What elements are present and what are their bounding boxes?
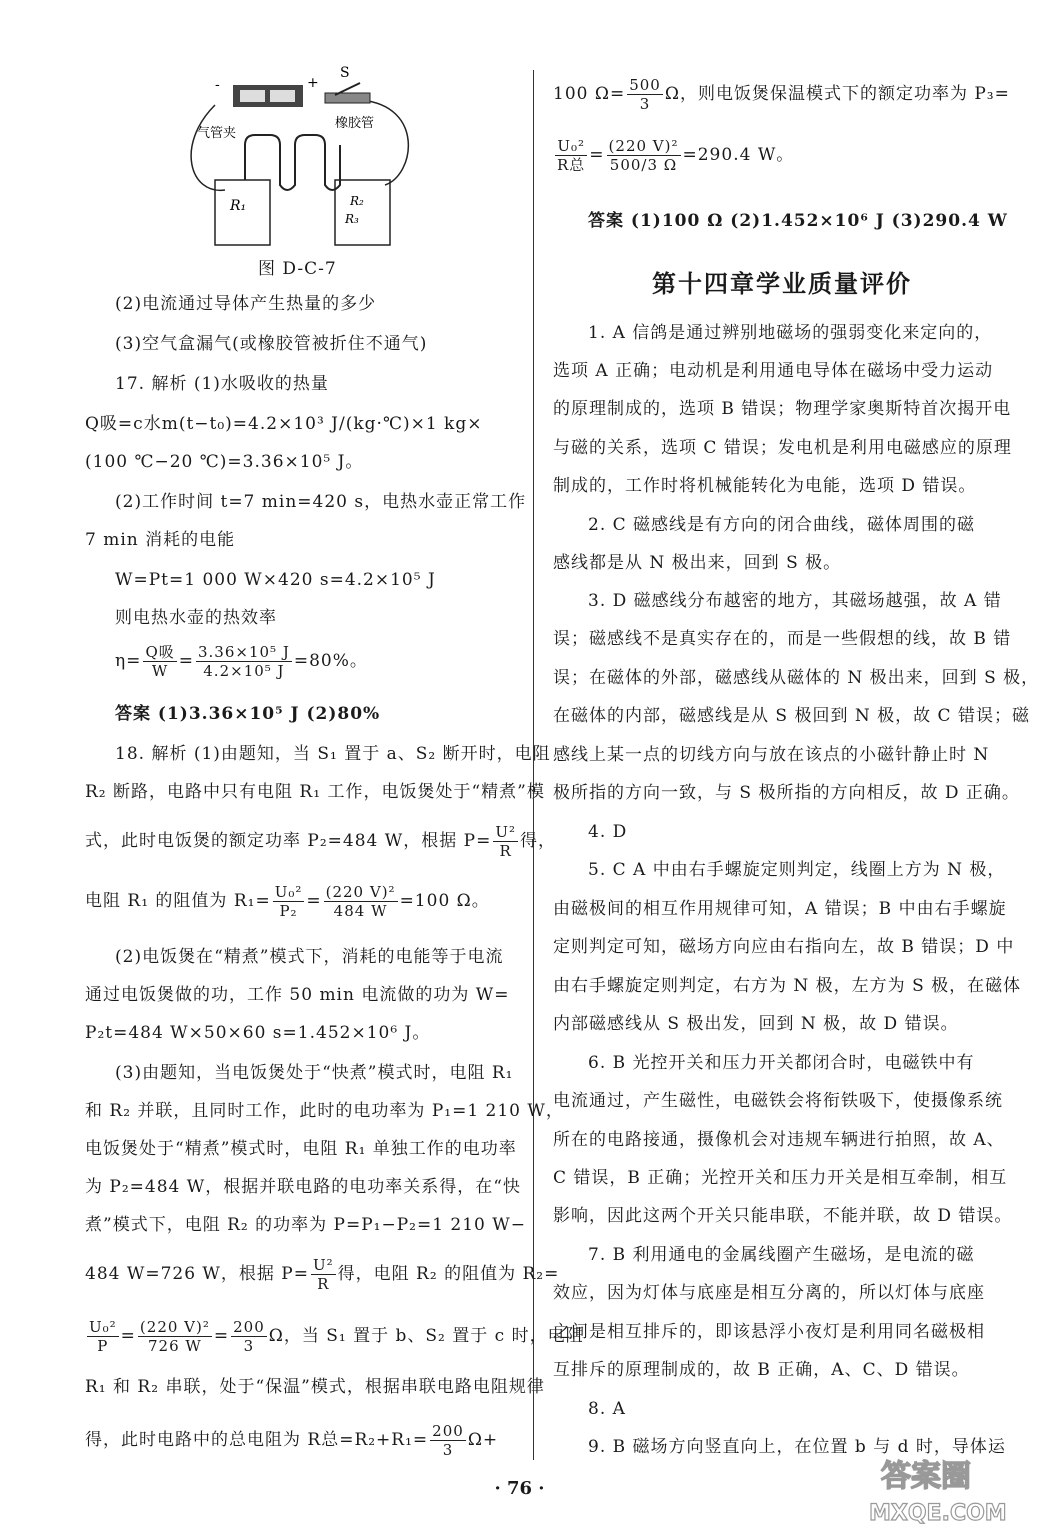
left-line: (3)由题知，当电饭煲处于“快煮”模式时，电阻 R₁ (115, 1063, 514, 1083)
right-line: 误；磁感线不是真实存在的，而是一些假想的线，故 B 错 (553, 629, 1012, 649)
right-line: 之间是相互排斥的，即该悬浮小夜灯是利用同名磁极相 (553, 1322, 985, 1342)
r2-label: R₂ (350, 194, 364, 208)
minus-label: - (215, 77, 220, 93)
left-line: (2)电流通过导体产生热量的多少 (115, 294, 377, 314)
denominator: R总 (557, 156, 586, 174)
formula-text: Ω，则电饭煲保温模式下的额定功率为 P₃= (664, 84, 1010, 104)
denominator: W (151, 662, 169, 680)
right-line: 内部磁感线从 S 极出发，回到 N 极，故 D 错误。 (553, 1014, 959, 1034)
left-line: 7 min 消耗的电能 (85, 530, 236, 550)
left-line: (2)工作时间 t=7 min=420 s，电热水壶正常工作 (115, 492, 527, 512)
numerator: U₀² (89, 1318, 117, 1336)
watermark-logo (861, 1448, 1021, 1528)
denominator: P (97, 1337, 109, 1355)
numerator: U₀² (555, 137, 587, 156)
numerator: U² (495, 823, 516, 841)
right-line: 极所指的方向一致，与 S 极所指的方向相反，故 D 正确。 (553, 783, 1020, 803)
formula-text: 电阻 R₁ 的阻值为 R₁= (85, 891, 271, 911)
denominator: 3 (442, 1441, 454, 1459)
numerator: 3.36×10⁵ J (198, 643, 290, 661)
tube-label: 橡胶管 (335, 116, 375, 131)
answer-18: 答案 (1)100 Ω (2)1.452×10⁶ J (3)290.4 W (588, 211, 1008, 231)
denominator: R (499, 842, 512, 860)
formula-text: = (120, 1326, 136, 1346)
right-line: 在磁体的内部，磁感线是从 S 极回到 N 极，故 C 错误；磁 (553, 706, 1030, 726)
denominator: 3 (639, 95, 651, 113)
formula-text: η= (115, 651, 142, 671)
right-line: 6. B 光控开关和压力开关都闭合时，电磁铁中有 (588, 1053, 975, 1073)
page-number: · 76 · (494, 1478, 545, 1499)
denominator: 3 (243, 1337, 255, 1355)
right-line: 9. B 磁场方向竖直向上，在位置 b 与 d 时，导体运 (588, 1437, 1006, 1457)
right-line: 3. D 磁感线分布越密的地方，其磁场越强，故 A 错 (588, 591, 1002, 611)
left-line: 通过电饭煲做的功，工作 50 min 电流做的功为 W= (85, 985, 510, 1005)
numerator: 500 (629, 76, 661, 94)
formula-rtotal (85, 1422, 498, 1459)
left-line: W=Pt=1 000 W×420 s=4.2×10⁵ J (115, 570, 436, 590)
column-divider (533, 70, 534, 1460)
formula-text: = (306, 891, 322, 911)
left-line: Q吸=c水m(t−t₀)=4.2×10³ J/(kg·℃)×1 kg× (85, 414, 483, 434)
right-line: 定则判定可知，磁场方向应由右指向左，故 B 错误；D 中 (553, 937, 1015, 957)
denominator: 500/3 Ω (609, 156, 678, 174)
right-line: 与磁的关系，选项 C 错误；发电机是利用电磁感应的原理 (553, 438, 1012, 458)
right-line: 感线上某一点的切线方向与放在该点的小磁针静止时 N (553, 745, 990, 765)
formula-500 (553, 76, 1010, 113)
numerator: U₀² (274, 883, 303, 901)
formula-p2 (85, 1256, 559, 1293)
formula-text: Ω+ (467, 1430, 499, 1450)
formula-p3 (553, 137, 794, 174)
denominator: 726 W (147, 1337, 202, 1355)
formula-text: 式，此时电饭煲的额定功率 P₂=484 W，根据 P= (85, 831, 492, 851)
formula-text: 100 Ω= (553, 84, 626, 104)
switch-label: S (340, 65, 350, 81)
left-line: 煮”模式下，电阻 R₂ 的功率为 P=P₁−P₂=1 210 W− (85, 1215, 526, 1235)
right-line: 8. A (588, 1399, 626, 1419)
right-line: 误；在磁体的外部，磁感线从磁体的 N 极出来，回到 S 极， (553, 668, 1039, 688)
formula-text: = (178, 651, 194, 671)
right-line: 所在的电路接通，摄像机会对违规车辆进行拍照，故 A、 (553, 1130, 1005, 1150)
denominator: R (317, 1275, 330, 1293)
right-line: 由右手螺旋定则判定，右方为 N 极，左方为 S 极，在磁体 (553, 976, 1022, 996)
left-line: R₂ 断路，电路中只有电阻 R₁ 工作，电饭煲处于“精煮”模 (85, 782, 545, 802)
left-line: 17. 解析 (1)水吸收的热量 (115, 374, 329, 394)
right-line: C 错误，B 正确；光控开关和压力开关是相互牵制，相互 (553, 1168, 1008, 1188)
right-line: 由磁极间的相互作用规律可知，A 错误；B 中由右手螺旋 (553, 899, 1007, 919)
plus-label: + (307, 75, 319, 91)
formula-text: Ω，当 S₁ 置于 b、S₂ 置于 c 时，电阻 (268, 1326, 584, 1346)
left-line: R₁ 和 R₂ 串联，处于“保温”模式，根据串联电路电阻规律 (85, 1377, 545, 1397)
left-line: (100 ℃−20 ℃)=3.36×10⁵ J。 (85, 452, 364, 472)
formula-text: = (589, 145, 605, 165)
circuit-figure (185, 65, 425, 265)
right-line: 感线都是从 N 极出来，回到 S 极。 (553, 553, 842, 573)
answer-17: 答案 (1)3.36×10⁵ J (2)80% (115, 704, 381, 724)
right-line: 5. C A 中由右手螺旋定则判定，线圈上方为 N 极， (588, 860, 1006, 880)
left-line: 电饭煲处于“精煮”模式时，电阻 R₁ 单独工作的电功率 (85, 1139, 517, 1159)
formula-eta (115, 643, 368, 680)
left-line: 18. 解析 (1)由题知，当 S₁ 置于 a、S₂ 断开时，电阻 (115, 744, 551, 764)
numerator: 200 (233, 1318, 265, 1336)
left-line: P₂t=484 W×50×60 s=1.452×10⁶ J。 (85, 1023, 431, 1043)
formula-text: 得，此时电路中的总电阻为 R总=R₂+R₁= (85, 1430, 429, 1450)
formula-r1 (85, 883, 490, 920)
left-line: (3)空气盒漏气(或橡胶管被折住不通气) (115, 334, 428, 354)
formula-text: =290.4 W。 (682, 145, 795, 165)
right-line: 的原理制成的，选项 B 错误；物理学家奥斯特首次揭开电 (553, 399, 1012, 419)
formula-text: =80%。 (293, 651, 368, 671)
figure-caption: 图 D-C-7 (258, 259, 337, 279)
denominator: 484 W (333, 902, 388, 920)
right-line: 电流通过，产生磁性，电磁铁会将衔铁吸下，使摄像系统 (553, 1091, 1003, 1111)
formula-text: 得， (519, 831, 556, 851)
formula-text: 484 W=726 W，根据 P= (85, 1264, 309, 1284)
left-line: (2)电饭煲在“精煮”模式下，消耗的电能等于电流 (115, 947, 504, 967)
numerator: (220 V)² (608, 137, 679, 155)
numerator: (220 V)² (325, 883, 396, 901)
numerator: (220 V)² (139, 1318, 210, 1336)
right-line: 7. B 利用通电的金属线圈产生磁场，是电流的磁 (588, 1245, 975, 1265)
clip-label: 气管夹 (197, 126, 237, 141)
right-line: 互排斥的原理制成的，故 B 正确，A、C、D 错误。 (553, 1360, 970, 1380)
right-line: 1. A 信鸽是通过辨别地磁场的强弱变化来定向的， (588, 323, 993, 343)
formula-text: 得，电阻 R₂ 的阻值为 R₂= (337, 1264, 560, 1284)
formula-r2 (85, 1318, 584, 1355)
left-line: 和 R₂ 并联，且同时工作，此时的电功率为 P₁=1 210 W， (85, 1101, 564, 1121)
watermark-bottom: MXQE.COM (869, 1501, 1007, 1526)
right-line: 选项 A 正确；电动机是利用通电导体在磁场中受力运动 (553, 361, 994, 381)
right-line: 4. D (588, 822, 628, 842)
right-line: 2. C 磁感线是有方向的闭合曲线，磁体周围的磁 (588, 515, 976, 535)
left-line: 则电热水壶的热效率 (115, 608, 277, 628)
r3-label: R₃ (345, 212, 359, 226)
denominator: 4.2×10⁵ J (203, 662, 285, 680)
watermark-top: 答案圈 (881, 1459, 971, 1494)
right-line: 制成的，工作时将机械能转化为电能，选项 D 错误。 (553, 476, 977, 496)
formula-text: =100 Ω。 (399, 891, 490, 911)
left-line: 为 P₂=484 W，根据并联电路的电功率关系得，在“快 (85, 1177, 521, 1197)
numerator: 200 (432, 1422, 464, 1440)
formula-text: = (213, 1326, 230, 1346)
right-line: 影响，因此这两个开关只能串联，不能并联，故 D 错误。 (553, 1206, 1013, 1226)
numerator: Q吸 (145, 643, 175, 661)
numerator: U² (312, 1256, 334, 1274)
right-line: 效应，因为灯体与底座是相互分离的，所以灯体与底座 (553, 1283, 985, 1303)
chapter-title: 第十四章学业质量评价 (652, 269, 912, 298)
denominator: P₂ (279, 902, 298, 920)
formula-p (85, 823, 556, 860)
r1-label: R₁ (230, 198, 247, 214)
